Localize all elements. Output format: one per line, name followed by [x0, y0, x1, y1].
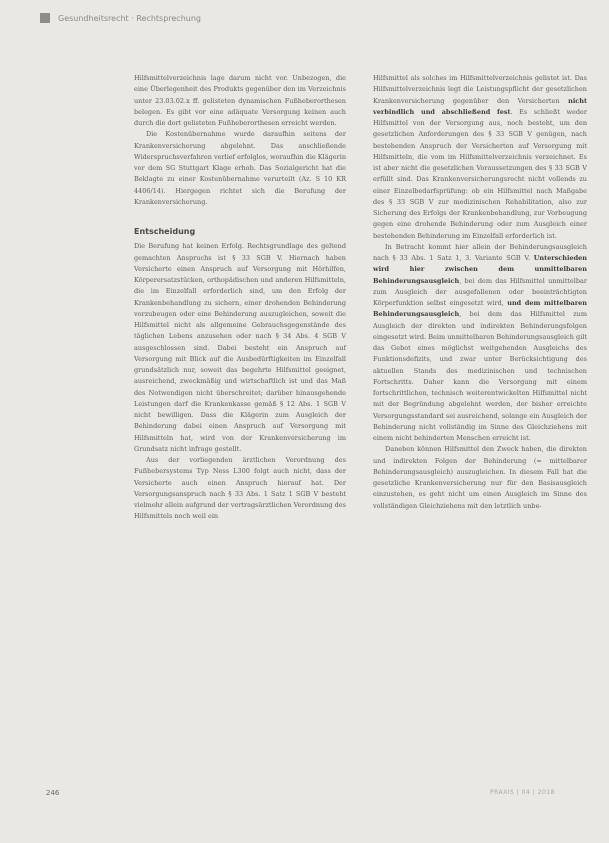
- text-run: Hilfsmittel als solches im Hilfsmittelverzeichnis gelistet ist. Das Hilfsmittelverzeichnis legt die Leistungspflicht der gesetzlichen Krankenversicherung gegenüber den Versicherten: [373, 74, 587, 105]
- section-marker: [40, 13, 50, 23]
- page-number: 246: [46, 789, 60, 797]
- section-title: Gesundheitsrecht · Rechtsprechung: [58, 13, 201, 23]
- paragraph: Die Kostenübernahme wurde daraufhin seitens der Krankenversicherung abgelehnt. Das anschließende Widerspruchsverfahren verlief erfolglos, woraufhin die Klägerin vor dem SG Stuttgart Klage erhob. Das Sozialgericht hat die Beklagte zu einer Kostenübernahme verurteilt (Az. S 10 KR 4406/14). Hiergegen richtet sich die Berufung der Krankenversicherung.: [134, 130, 346, 206]
- left-column: [134, 73, 346, 523]
- bold-text: Unterschieden wird hier zwischen dem unmittelbaren Behinderungsausgleich: [373, 254, 587, 285]
- running-header: [40, 10, 201, 26]
- paragraph: Aus der vorliegenden ärztlichen Verordnung des Fußhebersystems Typ Ness L300 folgt auch nicht, dass der Versicherte auch einen Anspruch hierauf hat. Der Versorgungsanspruch nach § 33 Abs. 1 Satz 1 SGB V besteht vielmehr allein aufgrund der vertragsärztlichen Verordnung des Hilfsmittels noch weil ein: [134, 456, 346, 521]
- text-run: In Betracht kommt hier allein der Behinderungsausgleich nach § 33 Abs. 1 Satz 1, 3. Variante SGB V.: [373, 242, 587, 262]
- text-run: . Es schließt weder Hilfsmittel von der Versorgung aus, noch besteht, um den gesetzlichen Anforderungen des § 33 SGB V genügen, nach bestehenden Anspruch der Versicherten auf Versorgung mit Hilfsmitteln, die vom im Hilfsmittelverzeichnis verzeichnet. Es ist aber nicht die gesetzlichen Voraussetzungen des § 33 SGB V erfüllt sind. Das Krankenversicherungsrecht nicht vollends zu einer Einzelbedarfsprüfung: ob ein Hilfsmittel nach Maßgabe des § 33 SGB V zur medizinischen Rehabilitation, also zur Sicherung des Erfolgs der Krankenbehandlung, zur Vorbeugung gegen eine drohende Behinderung oder zum Ausgleich einer bestehenden Behinderung im Einzelfall erforderlich ist.: [373, 107, 587, 240]
- text-run: , bei dem das Hilfsmittel unmittelbar zum Ausgleich der ausgefallenen oder beeinträchtigten Körperfunktion selbst eingesetzt wird,: [373, 276, 587, 307]
- paragraph: Daneben können Hilfsmittel den Zweck haben, die direkten und indirekten Folgen der Behinderung (= mittelbarer Behinderungsausgleich) auszugleichen. In diesem Fall hat die gesetzliche Krankenversicherung nur für den Basisausgleich einzustehen, es geht nicht um einen Ausgleich im Sinne des vollständigen Gleichziehens mit den letztlich unbe-: [373, 445, 587, 510]
- text-run: , bei dem das Hilfsmittel zum Ausgleich der direkten und indirekten Behinderungsfolgen eingesetzt wird. Beim unmittelbaren Behinderungsausgleich gilt das Gebot eines möglichst weitgehenden Ausgleichs des Funktionsdefizits, und zwar unter Berücksichtigung des aktuellen Stands des medizinischen und technischen Fortschritts. Daher kann die Versorgung mit einem fortschrittlichen, technisch weiterentwickelten Hilfsmittel nicht mit der Begründung abgelehnt werden, der bisher erreichte Versorgungsstandard sei ausreichend, solange ein Ausgleich der Behinderung nicht vollständig im Sinne des Gleichziehens mit einem nicht behinderten Menschen erreicht ist.: [373, 310, 587, 442]
- paragraph: [373, 242, 587, 445]
- right-column: [373, 73, 587, 512]
- footer-journal: PRAXIS | 04 | 2018: [490, 789, 555, 796]
- section-heading: Entscheidung: [134, 227, 196, 236]
- paragraph: Hilfsmittelverzeichnis lage darum nicht vor. Unbezogen, die eine Überlegenheit des Produkts gegenüber den im Verzeichnis unter 23.03.02.x ff. gelisteten dynamischen Fußheberorthesen belegen. Es gibt vor eine adäquate Versorgung keinen auch durch die dort gelisteten Fußheberorthesen erreicht werden.: [134, 74, 346, 127]
- paragraph: Die Berufung hat keinen Erfolg. Rechtsgrundlage des geltend gemachten Anspruchs ist § 33 SGB V. Hiernach haben Versicherte einen Anspruch auf Versorgung mit Hörhilfen, Körperersatzstücken, orthopädischen und anderen Hilfsmitteln, die im Einzelfall erforderlich sind, um den Erfolg der Krankenbehandlung zu sichern, einer drohenden Behinderung vorzubeugen oder eine Behinderung auszugleichen, soweit die Hilfsmittel nicht als allgemeine Gebrauchsgegenstände des täglichen Lebens anzusehen oder nach § 34 Abs. 4 SGB V ausgeschlossen sind. Dabei besteht ein Anspruch auf Versorgung mit Blick auf die Ausbedürftigkeiten im Einzelfall grundsätzlich nur, soweit das begehrte Hilfsmittel geeignet, ausreichend, zweckmäßig und wirtschaftlich ist und das Maß des Notwendigen nicht überschreitet; darüber hinausgehende Leistungen darf die Krankenkasse gemäß § 12 Abs. 1 SGB V nicht bewilligen. Dass die Klägerin zum Ausgleich der Behinderung dabei einen Anspruch auf Versorgung mit Hilfsmitteln hat, wird von der Krankenversicherung im Grundsatz nicht infrage gestellt.: [134, 242, 346, 453]
- bold-text: nicht verbindlich und abschließend fest: [373, 96, 587, 116]
- bold-text: und dem mittelbaren Behinderungsausgleich: [373, 299, 587, 319]
- paragraph: [373, 73, 587, 242]
